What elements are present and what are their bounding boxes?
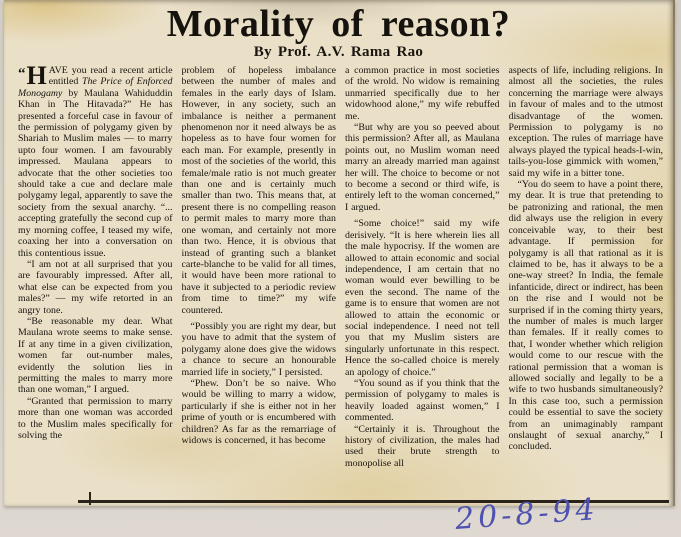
paragraph-continuation: a common practice in most societies of the wrold. No widow is remaining unmarried specifically due to her widowhood alone,” my wife rebuffed me. <box>345 65 500 122</box>
paragraph-continuation: aspects of life, including religions. In almost all the societies, the rules concerning the marriage were always in favour of males and to the utmost disadvantage of the women. Permission to polygamy is no exception. The rules of marriage have always played the typical heads-I-win, tails-you-lose gimmick with women,” said my wife in a bitter tone. <box>508 65 663 179</box>
paragraph: “But why are you so peeved about this permission? After all, as Maulana points out, no Muslim woman need marry an already married man against her will. The choice to become or not to become a second or third wife, is entirely left to the woman concerned,” I argued. <box>345 122 500 213</box>
opening-quote-mark: “ <box>18 66 26 82</box>
drop-cap: H <box>26 65 47 90</box>
newspaper-clipping <box>4 0 675 506</box>
clipping-rule-tick <box>89 492 91 505</box>
article-column-1 <box>18 65 173 491</box>
paragraph: “Phew. Don’t be so naive. Who would be willing to marry a widow, particularly if she is either not in her prime of youth or is encumbered with children? As far as the remarriage of widows is concerned, it has become <box>181 377 336 446</box>
handwritten-date: 20-8-94 <box>453 492 600 537</box>
paragraph: “Certainly it is. Throughout the history of civilization, the males had used their brute strength to monopolise all <box>345 423 500 469</box>
paragraph: “You sound as if you think that the permission of polygamy to males is heavily loaded against women,” I commented. <box>345 377 500 424</box>
article-title: Morality of reason? <box>166 3 511 45</box>
paragraph: “Possibly you are right my dear, but you have to admit that the system of polygamy alone does give the widows a chance to secure an honourable married life in society,” I persisted. <box>181 320 336 378</box>
article-column-3 <box>345 65 500 491</box>
paragraph: “Granted that permission to marry more than one woman was accorded to the Muslim males specifically for solving the <box>18 395 173 441</box>
paragraph-text: by Maulana Wahiduddin Khan in The Hitavada?” He has presented a forceful case in favour of the permission of polygamy given by Shariah to Muslim males — to marry upto four women. I am favourably impressed. Maulana appears to advocate that the other societies too should take a cue and declare male polygamy legal, apparently to save the society from the sexual anarchy. “... accepting gratefully the second cup of my morning coffee, I teased my wife, coaxing her into a conversation on this contentious issue. <box>18 87 173 259</box>
article-body <box>18 65 663 491</box>
article-byline: By Prof. A.V. Rama Rao <box>253 44 424 60</box>
book-title: The Price of Enforced Monogamy <box>18 76 173 99</box>
paragraph-text: AVE you read a recent article entitled <box>48 65 173 88</box>
paragraph-continuation: problem of hopeless imbalance between the number of males and females in the early days of Islam. However, in any society, such an imbalance is neither a permanent phenomenon nor it need always be as hopeless as to have four women for each man. For example, presently in most of the societies of the world, this female/male ratio is not much greater than one and is certainly much smaller than two. This means that, at present there is no compelling reason to permit males to marry more than one woman, and certainly not more than two. Hence, it is obvious that instead of granting such a blanket carte-blanche to be valid for all times, it would have been more rational to have it subjected to a periodic review from time to time?” my wife countered. <box>181 65 336 316</box>
paragraph: “You do seem to have a point there, my dear. It is true that pretending to be patronizing and rational, the men did always use the religion in every conceivable way, to their best advantage. If permission for polygamy is all that rational as it is claimed to be, has it always to be a one-way street? In India, the female infanticide, direct or indirect, has been on the rise and I would not be surprised if in the coming thirty years, the number of males is much larger than females. If it really comes to that, I wonder whether which religion would come to our rescue with the rational permission that a woman is allowed socially and legally to be a wife to two husbands simultaneously? In this case too, such a permission could be essential to save the society from an unimaginably rampant onslaught of sexual anarchy,” I concluded. <box>508 179 663 453</box>
paragraph: “Be reasonable my dear. What Maulana wrote seems to make sense. If at any time in a given civilization, women far out-number males, evidently the solution lies in permitting the males to marry more than one woman,” I argued. <box>18 315 173 396</box>
article-column-2 <box>182 65 337 491</box>
paragraph: “I am not at all surprised that you are favourably impressed. After all, what else can be expected from you males?” — my wife retorted in an angry tone. <box>18 258 173 316</box>
article-column-4 <box>509 65 664 491</box>
paragraph: “Some choice!” said my wife derisively. “It is here wherein lies all the male hypocrisy. If the women are allowed to attain economic and social independence, I am certain that no woman would ever bewilling to be even the second. The name of the game is to ensure that women are not allowed to attain the economic or social independence. I need not tell you that my Muslim sisters are singularly unfortunate in this respect. Hence the so-called choice is merely an apology of choice.” <box>345 218 500 378</box>
paragraph <box>18 65 173 259</box>
